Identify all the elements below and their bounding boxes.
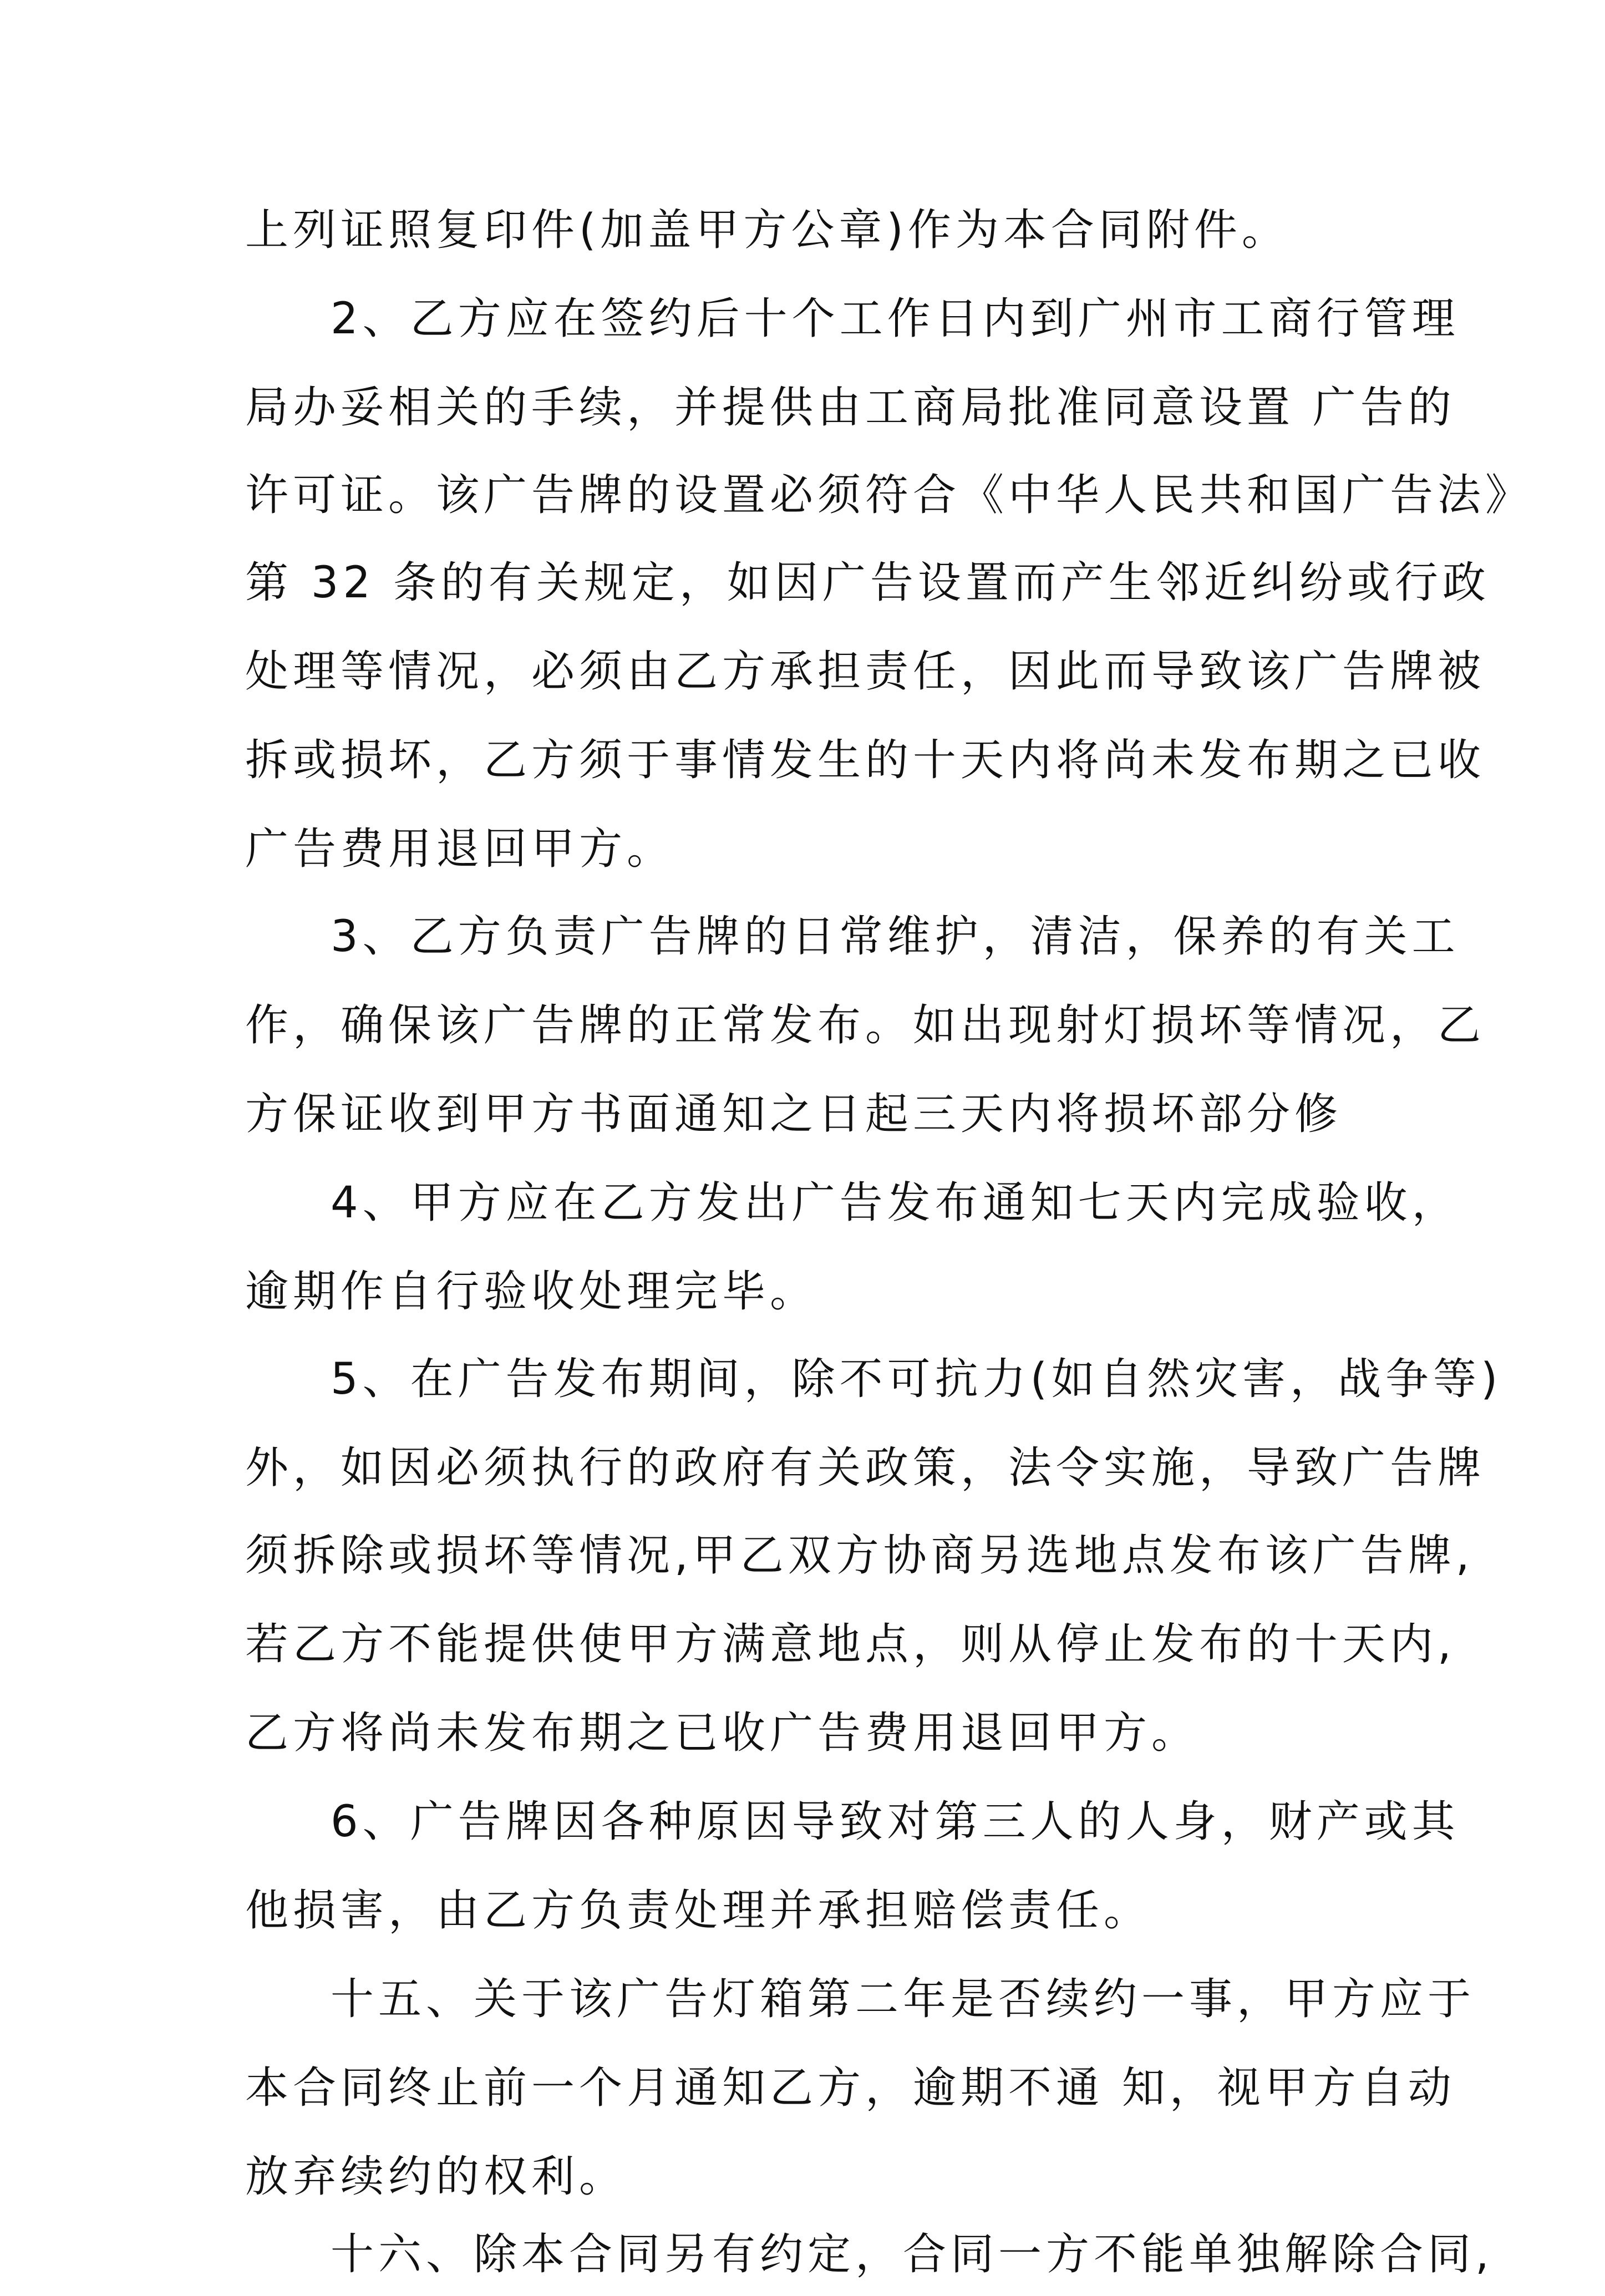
- text-line: 2、乙方应在签约后十个工作日内到广州市工商行管理: [331, 294, 1460, 344]
- text-line: 十六、除本合同另有约定，合同一方不能单独解除合同,: [331, 2229, 1494, 2279]
- text-line: 拆或损坏，乙方须于事情发生的十天内将尚未发布期之已收: [245, 735, 1486, 785]
- text-line: 外，如因必须执行的政府有关政策，法令实施，导致广告牌: [245, 1443, 1486, 1493]
- text-line: 第 32 条的有关规定，如因广告设置而产生邻近纠纷或行政: [245, 558, 1490, 608]
- text-line: 广告费用退回甲方。: [245, 824, 675, 874]
- text-line: 作，确保该广告牌的正常发布。如出现射灯损坏等情况，乙: [245, 1000, 1486, 1050]
- text-line: 若乙方不能提供使甲方满意地点，则从停止发布的十天内,: [245, 1619, 1456, 1669]
- text-line: 3、乙方负责广告牌的日常维护，清洁，保养的有关工: [331, 912, 1460, 962]
- text-line: 放弃续约的权利。: [245, 2152, 627, 2202]
- text-line: 处理等情况，必须由乙方承担责任，因此而导致该广告牌被: [245, 647, 1486, 697]
- text-line: 须拆除或损坏等情况,甲乙双方协商另选地点发布该广告牌,: [245, 1531, 1474, 1581]
- text-line: 上列证照复印件(加盖甲方公章)作为本合同附件。: [245, 205, 1289, 255]
- text-line: 局办妥相关的手续，并提供由工商局批准同意设置 广告的: [245, 383, 1456, 433]
- text-line: 他损害，由乙方负责处理并承担赔偿责任。: [245, 1886, 1152, 1936]
- text-line: 逾期作自行验收处理完毕。: [245, 1267, 818, 1317]
- text-line: 4、甲方应在乙方发出广告发布通知七天内完成验收，: [331, 1178, 1460, 1228]
- text-line: 方保证收到甲方书面通知之日起三天内将损坏部分修: [245, 1089, 1343, 1139]
- text-line: 本合同终止前一个月通知乙方，逾期不通 知，视甲方自动: [245, 2063, 1456, 2113]
- text-line: 十五、关于该广告灯箱第二年是否续约一事，甲方应于: [331, 1974, 1476, 2024]
- text-line: 5、在广告发布期间，除不可抗力(如自然灾害，战争等): [331, 1354, 1502, 1404]
- text-line: 乙方将尚未发布期之已收广告费用退回甲方。: [245, 1708, 1200, 1758]
- text-line: 许可证。该广告牌的设置必须符合《中华人民共和国广告法》: [245, 470, 1533, 520]
- text-line: 6、广告牌因各种原因导致对第三人的人身，财产或其: [331, 1797, 1460, 1847]
